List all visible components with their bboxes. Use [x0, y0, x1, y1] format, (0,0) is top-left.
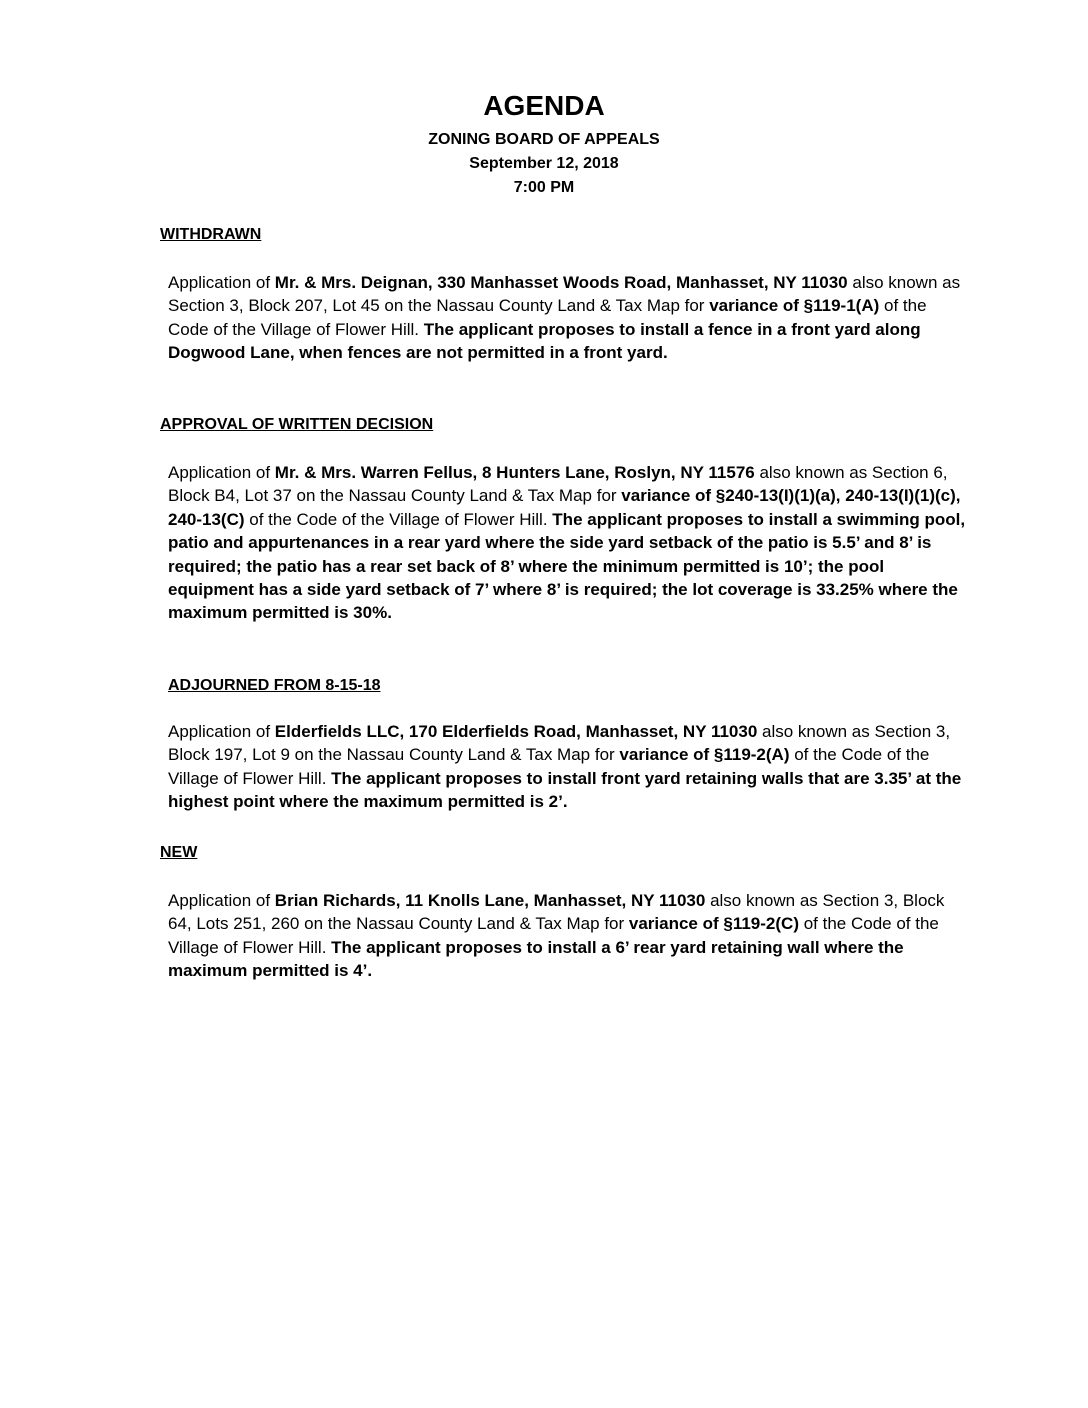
- item-text: Application of: [168, 273, 275, 292]
- applicant-name-address: Mr. & Mrs. Warren Fellus, 8 Hunters Lane, Roslyn, NY 11576: [274, 463, 755, 482]
- agenda-title: AGENDA: [483, 90, 605, 121]
- meeting-time: 7:00 PM: [513, 179, 575, 196]
- meeting-date: September 12, 2018: [469, 155, 619, 172]
- item-text: of the Code of the Village of Flower Hill.: [168, 745, 930, 788]
- item-text: also known as Section 3, Block 64, Lots 251, 260 on the Nassau County Land & Tax Map for: [168, 891, 945, 934]
- applicant-name-address: Brian Richards, 11 Knolls Lane, Manhasset, NY 11030: [274, 891, 706, 910]
- item-text: Application of: [168, 891, 275, 910]
- item-text: also known as Section 6, Block B4, Lot 37 on the Nassau County Land & Tax Map for: [168, 463, 948, 506]
- variance-reference: variance of §119-2(A): [619, 745, 790, 765]
- section-heading-adjourned: ADJOURNED FROM 8-15-18: [168, 677, 381, 694]
- section-heading-approval-of-written-decision: APPROVAL OF WRITTEN DECISION: [160, 416, 434, 433]
- section-heading-new: NEW: [160, 844, 198, 861]
- agenda-item-adjourned: [168, 720, 968, 814]
- proposal-description: The applicant proposes to install a swimming pool, patio and appurtenances in a rear yard where the side yard setback of the patio is 5.5’ and 8’ is required; the patio has a rear set back of 8’ where the minimum permitted is 10’; the pool equipment has a side yard setback of 7’ where 8’ is required; the lot coverage is 33.25% where the maximum permitted is 30%.: [168, 509, 966, 623]
- agenda-item-withdrawn: [168, 271, 968, 365]
- item-text: Application of: [168, 463, 275, 482]
- variance-reference: variance of §119-1(A): [709, 296, 880, 316]
- variance-reference: variance of §119-2(C): [628, 914, 799, 934]
- item-text: also known as Section 3, Block 197, Lot 9 on the Nassau County Land & Tax Map for: [168, 722, 951, 765]
- agenda-item-approval: [168, 461, 968, 625]
- item-text: Application of: [168, 722, 275, 741]
- item-text: of the Code of the Village of Flower Hill.: [168, 296, 927, 339]
- board-name: ZONING BOARD OF APPEALS: [428, 131, 660, 148]
- item-text: also known as Section 3, Block 207, Lot 45 on the Nassau County Land & Tax Map for: [168, 273, 961, 316]
- proposal-description: The applicant proposes to install front yard retaining walls that are 3.35’ at the highest point where the maximum permitted is 2’.: [168, 768, 962, 812]
- variance-reference: variance of §240-13(I)(1)(a), 240-13(I)(1)(c), 240-13(C): [168, 486, 961, 529]
- agenda-item-new: [168, 889, 968, 983]
- item-text: of the Code of the Village of Flower Hill.: [244, 509, 553, 529]
- proposal-description: The applicant proposes to install a fence in a front yard along Dogwood Lane, when fences are not permitted in a front yard.: [168, 319, 921, 363]
- applicant-name-address: Mr. & Mrs. Deignan, 330 Manhasset Woods Road, Manhasset, NY 11030: [274, 273, 848, 292]
- proposal-description: The applicant proposes to install a 6’ rear yard retaining wall where the maximum permitted is 4’.: [168, 937, 904, 981]
- applicant-name-address: Elderfields LLC, 170 Elderfields Road, Manhasset, NY 11030: [274, 722, 758, 741]
- section-heading-withdrawn: WITHDRAWN: [160, 226, 262, 243]
- item-text: of the Code of the Village of Flower Hill.: [168, 914, 939, 957]
